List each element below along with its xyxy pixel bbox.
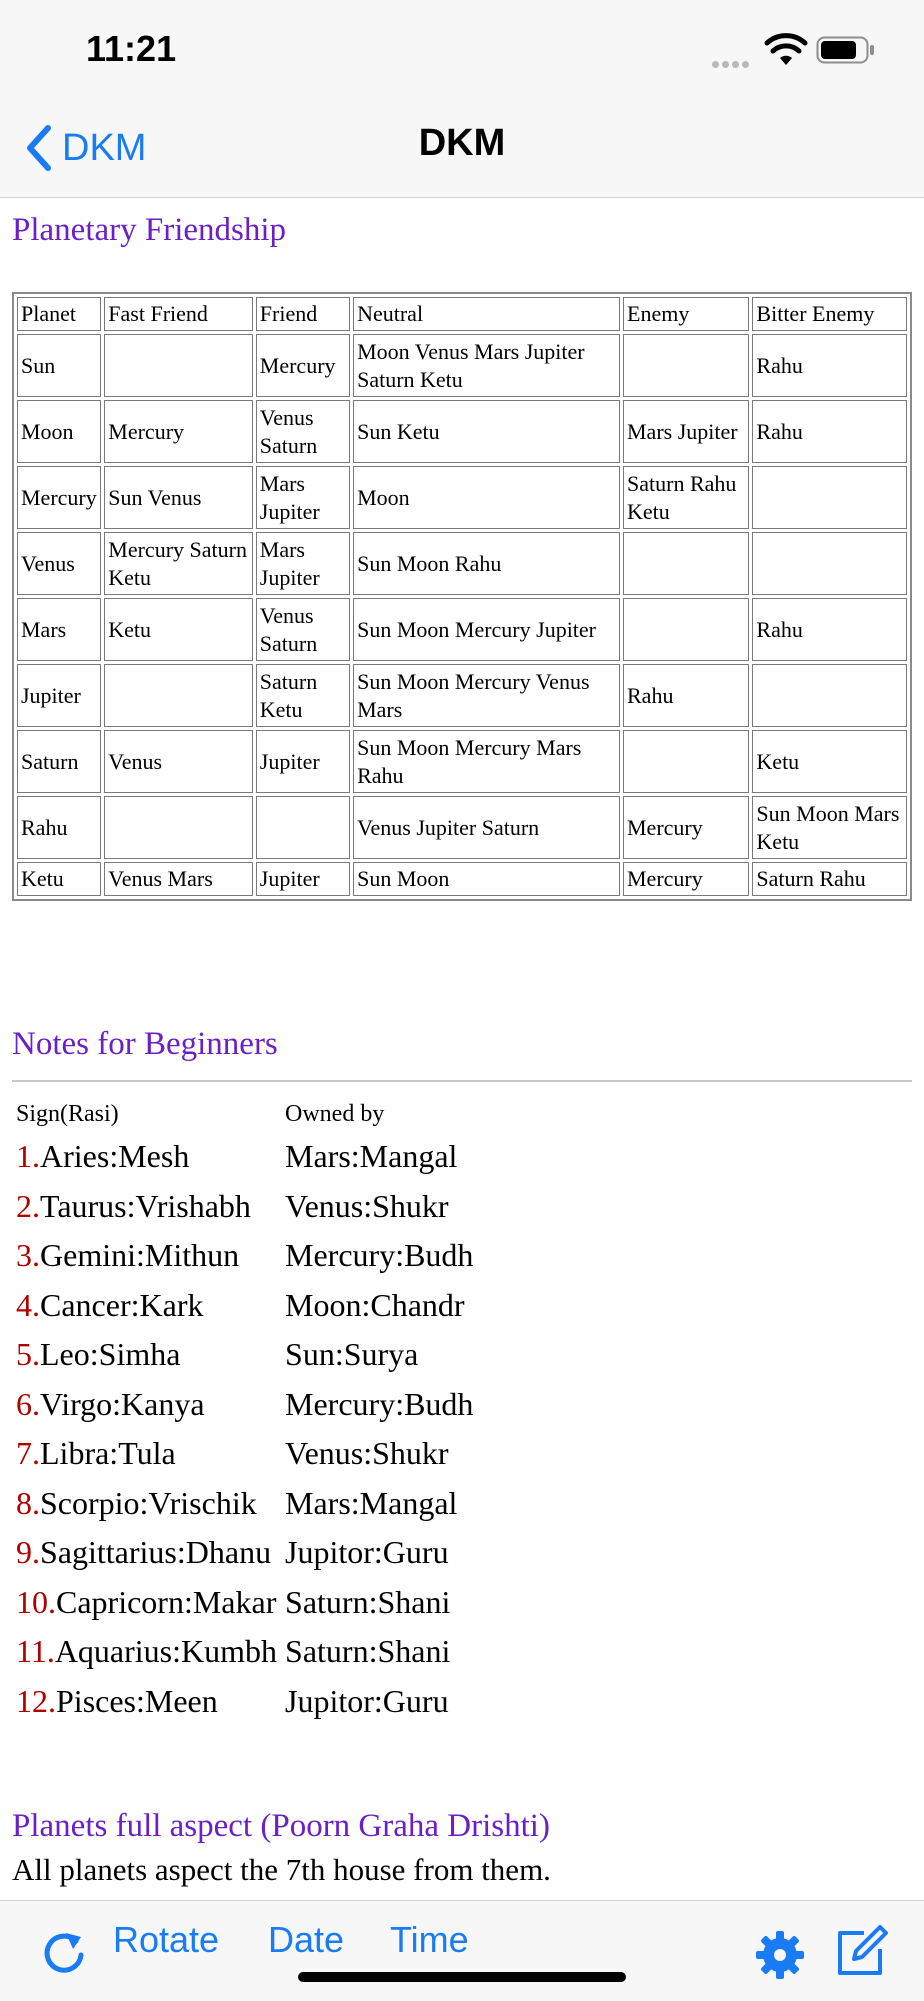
sign-name: Sagittarius:Dhanu [40, 1534, 272, 1571]
table-cell: Rahu [752, 334, 907, 397]
column-header: Fast Friend [104, 297, 253, 331]
table-cell [623, 730, 749, 793]
sign-number: 5. [16, 1336, 40, 1373]
sign-name: Aquarius:Kumbh [54, 1633, 278, 1670]
table-cell: Saturn Ketu [256, 664, 350, 727]
aspect-heading: Planets full aspect (Poorn Graha Drishti) [12, 1808, 550, 1844]
table-cell [752, 664, 907, 727]
date-button[interactable]: Date [268, 1919, 345, 1960]
status-bar [0, 0, 924, 100]
sign-name: Cancer:Kark [40, 1286, 204, 1323]
sign-name: Gemini:Mithun [40, 1237, 240, 1274]
table-cell: Rahu [752, 598, 907, 661]
list-item [12, 1578, 477, 1628]
table-row [17, 334, 907, 397]
sign-name: Libra:Tula [40, 1435, 176, 1472]
column-header: Bitter Enemy [752, 297, 907, 331]
sign-number: 6. [16, 1385, 40, 1422]
owner-cell: Mars:Mangal [285, 1484, 458, 1521]
table-cell [104, 796, 253, 859]
sign-name: Pisces:Meen [56, 1682, 218, 1719]
edit-icon[interactable] [834, 1923, 890, 1979]
sign-number: 10. [16, 1583, 56, 1620]
table-row [17, 796, 907, 859]
table-cell: Venus [17, 532, 101, 595]
table-header-row [17, 297, 907, 331]
sign-name: Scorpio:Vrischik [40, 1484, 257, 1521]
home-indicator [298, 1972, 626, 1982]
sign-number: 11. [16, 1633, 55, 1670]
table-cell: Sun Ketu [353, 400, 620, 463]
table-cell: Mercury [623, 862, 749, 896]
sign-cell [12, 1627, 281, 1677]
table-cell: Rahu [17, 796, 101, 859]
table-row [17, 730, 907, 793]
table-cell: Jupiter [256, 862, 350, 896]
sign-cell [12, 1281, 281, 1331]
table-cell: Venus Mars [104, 862, 253, 896]
table-cell: Sun Moon Rahu [353, 532, 620, 595]
gear-icon[interactable] [754, 1929, 806, 1981]
nav-title: DKM [418, 122, 506, 164]
owner-cell: Mercury:Budh [285, 1237, 474, 1274]
content-scroll-area[interactable] [0, 198, 924, 1900]
owner-cell: Saturn:Shani [285, 1633, 451, 1670]
table-cell: Venus Saturn [256, 400, 350, 463]
sign-number: 9. [16, 1534, 40, 1571]
sign-name: Virgo:Kanya [40, 1385, 205, 1422]
friendship-heading: Planetary Friendship [12, 212, 287, 248]
column-header: Neutral [353, 297, 620, 331]
sign-cell [12, 1330, 281, 1380]
sign-number: 8. [16, 1484, 40, 1521]
table-cell: Jupiter [17, 664, 101, 727]
table-cell [623, 598, 749, 661]
divider [12, 1080, 912, 1082]
table-row [17, 400, 907, 463]
owner-cell: Venus:Shukr [285, 1187, 449, 1224]
sign-name: Capricorn:Makar [56, 1583, 277, 1620]
list-item [12, 1528, 477, 1578]
column-header: Planet [17, 297, 101, 331]
back-button-label: DKM [62, 126, 147, 169]
list-item [12, 1479, 477, 1529]
sign-cell [12, 1429, 281, 1479]
owner-cell: Saturn:Shani [285, 1583, 451, 1620]
sign-number: 4. [16, 1286, 40, 1323]
table-cell: Venus Jupiter Saturn [353, 796, 620, 859]
list-item [12, 1627, 477, 1677]
sign-name: Aries:Mesh [40, 1138, 190, 1175]
table-cell: Saturn [17, 730, 101, 793]
table-cell: Ketu [752, 730, 907, 793]
list-item [12, 1429, 477, 1479]
table-cell: Moon [353, 466, 620, 529]
table-cell: Rahu [623, 664, 749, 727]
table-cell: Mercury [104, 400, 253, 463]
table-cell: Sun Moon Mars Ketu [752, 796, 907, 859]
table-cell: Sun Moon Mercury Jupiter [353, 598, 620, 661]
table-cell [104, 664, 253, 727]
owner-cell: Sun:Surya [285, 1336, 419, 1373]
table-header-row [12, 1096, 477, 1132]
sign-number: 1. [16, 1138, 40, 1175]
list-item [12, 1330, 477, 1380]
table-cell: Sun Moon Mercury Mars Rahu [353, 730, 620, 793]
owner-cell: Moon:Chandr [285, 1286, 465, 1323]
cellular-signal-icon [712, 55, 754, 65]
column-header: Owned by [285, 1100, 385, 1127]
table-cell: Moon [17, 400, 101, 463]
table-cell: Mercury [256, 334, 350, 397]
table-cell: Mercury [623, 796, 749, 859]
table-cell: Mars Jupiter [256, 466, 350, 529]
table-cell: Moon Venus Mars Jupiter Saturn Ketu [353, 334, 620, 397]
wifi-icon [764, 33, 808, 67]
table-row [17, 532, 907, 595]
table-row [17, 598, 907, 661]
table-cell: Sun Moon [353, 862, 620, 896]
table-cell: Ketu [17, 862, 101, 896]
list-item [12, 1231, 477, 1281]
table-cell: Venus Saturn [256, 598, 350, 661]
battery-icon [816, 36, 876, 64]
sign-cell [12, 1677, 281, 1727]
rotate-icon[interactable] [40, 1927, 88, 1977]
sign-cell [12, 1578, 281, 1628]
sign-cell [12, 1479, 281, 1529]
sign-cell [12, 1182, 281, 1232]
table-cell: Mars Jupiter [256, 532, 350, 595]
sign-number: 12. [16, 1682, 56, 1719]
sign-number: 2. [16, 1187, 40, 1224]
sign-cell [12, 1380, 281, 1430]
list-item [12, 1132, 477, 1182]
owner-cell: Mercury:Budh [285, 1385, 474, 1422]
sign-name: Leo:Simha [40, 1336, 181, 1373]
table-row [17, 664, 907, 727]
bottom-toolbar [0, 1900, 924, 2001]
status-time: 11:21 [86, 28, 177, 69]
sign-number: 3. [16, 1237, 40, 1274]
aspect-text: All planets aspect the 7th house from them. [12, 1852, 551, 1887]
column-header: Friend [256, 297, 350, 331]
table-cell: Rahu [752, 400, 907, 463]
navigation-bar [0, 100, 924, 198]
list-item [12, 1182, 477, 1232]
table-cell: Mars [17, 598, 101, 661]
sign-name: Taurus:Vrishabh [40, 1187, 251, 1224]
list-item [12, 1380, 477, 1430]
owner-cell: Jupitor:Guru [285, 1534, 449, 1571]
notes-heading: Notes for Beginners [12, 1026, 278, 1062]
table-cell [752, 466, 907, 529]
table-cell [623, 532, 749, 595]
owner-cell: Venus:Shukr [285, 1435, 449, 1472]
table-cell: Mars Jupiter [623, 400, 749, 463]
table-row [17, 862, 907, 896]
table-cell: Sun Moon Mercury Venus Mars [353, 664, 620, 727]
rotate-button[interactable]: Rotate [113, 1919, 220, 1960]
table-cell: Jupiter [256, 730, 350, 793]
table-cell [256, 796, 350, 859]
table-cell: Saturn Rahu [752, 862, 907, 896]
table-cell [752, 532, 907, 595]
owner-cell: Mars:Mangal [285, 1138, 458, 1175]
sign-cell [12, 1231, 281, 1281]
column-header: Enemy [623, 297, 749, 331]
table-cell: Sun [17, 334, 101, 397]
table-cell: Sun Venus [104, 466, 253, 529]
table-row [17, 466, 907, 529]
table-cell [104, 334, 253, 397]
sign-cell [12, 1528, 281, 1578]
sign-cell [12, 1132, 281, 1182]
table-cell: Ketu [104, 598, 253, 661]
owner-cell: Jupitor:Guru [285, 1682, 449, 1719]
list-item [12, 1677, 477, 1727]
friendship-table [12, 292, 912, 901]
sign-number: 7. [16, 1435, 40, 1472]
list-item [12, 1281, 477, 1331]
time-button[interactable]: Time [390, 1919, 469, 1960]
table-cell [623, 334, 749, 397]
table-cell: Saturn Rahu Ketu [623, 466, 749, 529]
column-header: Sign(Rasi) [16, 1100, 119, 1127]
rasi-table [12, 1096, 477, 1726]
table-cell: Venus [104, 730, 253, 793]
table-cell: Mercury [17, 466, 101, 529]
table-cell: Mercury Saturn Ketu [104, 532, 253, 595]
